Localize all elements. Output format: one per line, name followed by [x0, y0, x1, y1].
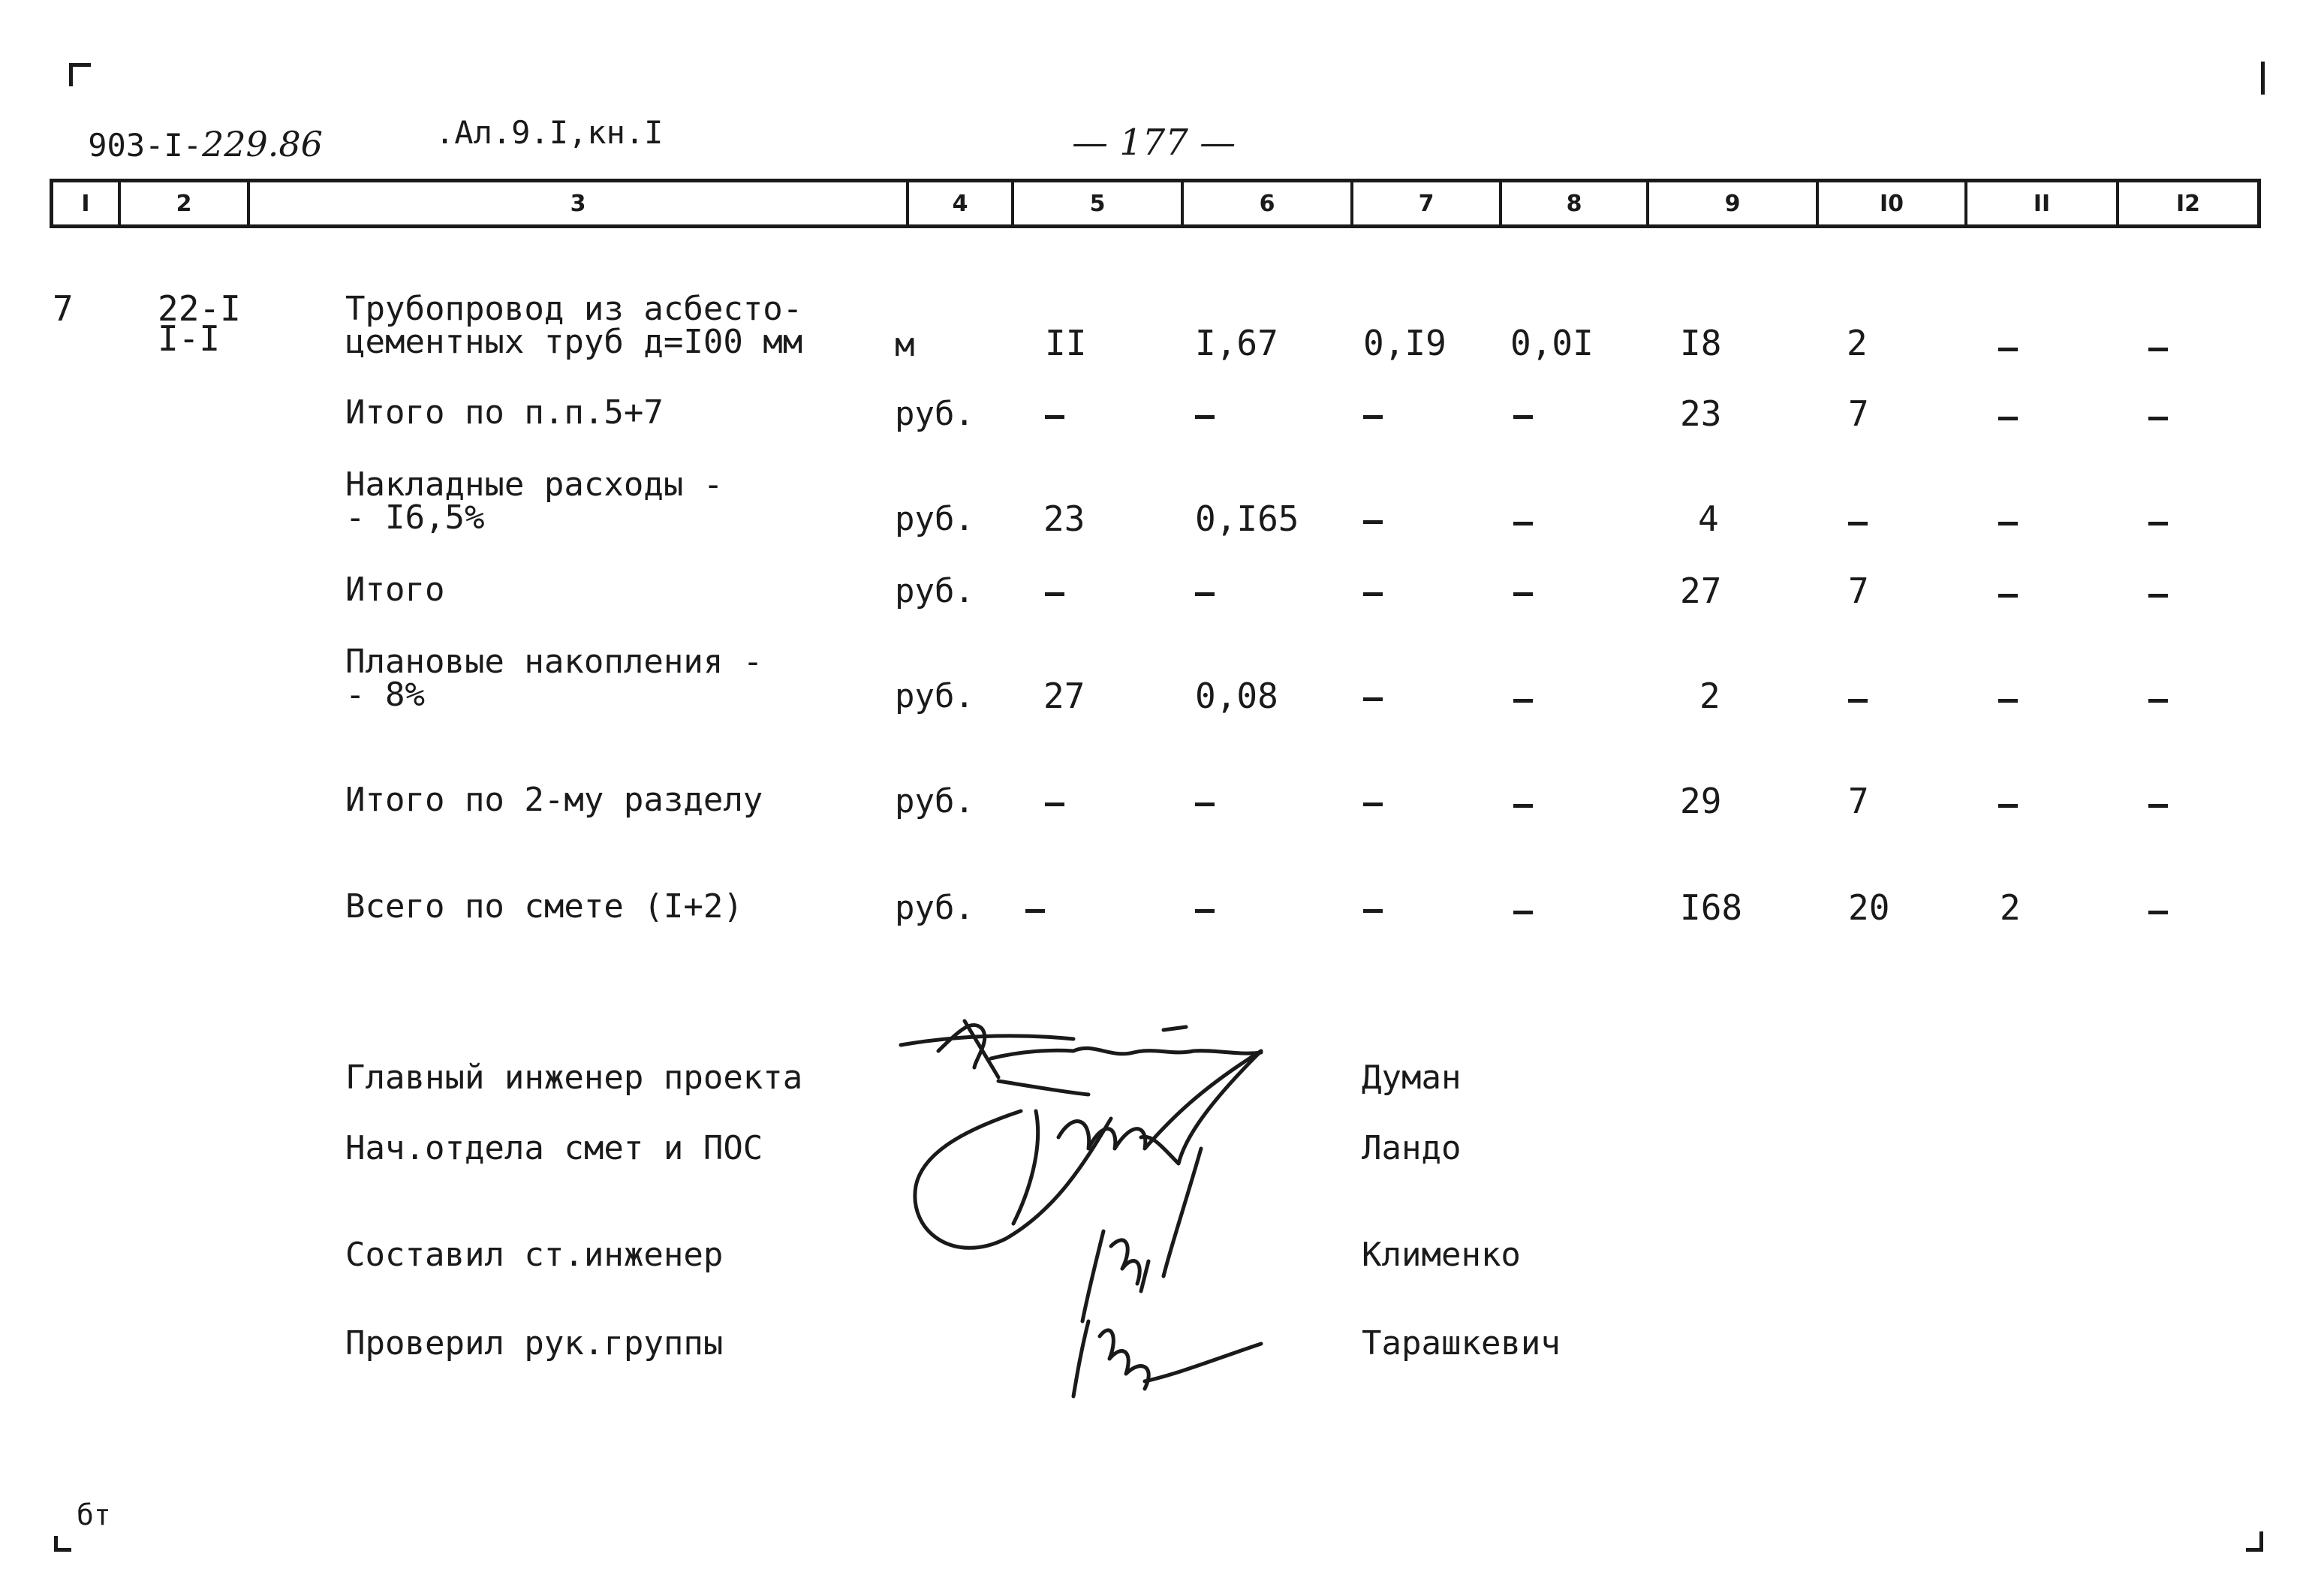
row-grand-total-col12-dash [2148, 911, 2168, 914]
signatory-role-compiler: Составил ст.инженер [345, 1236, 724, 1274]
item-unit: м [895, 326, 915, 364]
item-col6: I,67 [1195, 323, 1278, 363]
item-col8: 0,0I [1510, 323, 1594, 363]
row-grand-total-col7-dash [1363, 909, 1383, 913]
signatory-role-estimates-head: Нач.отдела смет и ПОС [345, 1129, 763, 1167]
row-section2-total-col9: 29 [1680, 781, 1722, 821]
row-section2-total-col12-dash [2148, 804, 2168, 808]
signatory-name-estimates-head: Ландо [1362, 1129, 1462, 1167]
column-header-1: I [81, 190, 90, 217]
signatory-name-chief-engineer: Думан [1362, 1058, 1462, 1097]
row-subtotal-col10: 7 [1848, 393, 1869, 434]
row-grand-total-col11: 2 [2000, 887, 2021, 928]
column-header-12: I2 [2116, 182, 2257, 224]
row-planned-savings-col9: 2 [1699, 676, 1720, 716]
row-overhead-label-line1: Накладные расходы - [345, 465, 724, 504]
signatory-name-checker: Тарашкевич [1362, 1324, 1561, 1363]
row-total-col8-dash [1513, 592, 1533, 596]
row-grand-total-col6-dash [1195, 909, 1215, 913]
row-overhead-unit: руб. [895, 500, 974, 538]
row-subtotal-label: Итого по п.п.5+7 [345, 393, 664, 432]
row-planned-savings-col11-dash [1998, 699, 2018, 703]
row-subtotal-col7-dash [1363, 415, 1383, 419]
row-overhead-col7-dash [1363, 520, 1383, 524]
signatory-role-checker: Проверил рук.группы [345, 1324, 724, 1363]
row-subtotal-col12-dash [2148, 417, 2168, 420]
corner-mark-bottom-right [2246, 1531, 2263, 1552]
row-grand-total-col10: 20 [1848, 887, 1890, 928]
album-reference: .Ал.9.I,кн.I [435, 114, 664, 151]
row-section2-total-col5-dash [1045, 803, 1064, 806]
item-code-line1: 22-I [158, 288, 241, 329]
row-planned-savings-unit: руб. [895, 677, 974, 715]
item-col9: I8 [1680, 323, 1722, 363]
item-col7: 0,I9 [1363, 323, 1447, 363]
column-header-5: 5 [1011, 182, 1181, 224]
row-subtotal-col9: 23 [1680, 393, 1722, 434]
row-total-label: Итого [345, 571, 445, 609]
column-header-2: 2 [118, 182, 247, 224]
row-overhead-col8-dash [1513, 522, 1533, 525]
row-grand-total-label: Всего по смете (I+2) [345, 887, 743, 926]
row-total-unit: руб. [895, 572, 974, 610]
row-overhead-col9: 4 [1698, 498, 1719, 539]
row-subtotal-unit: руб. [895, 395, 974, 433]
signatory-role-chief-engineer: Главный инженер проекта [345, 1058, 803, 1097]
item-description-line2: цементных труб д=I00 мм [345, 323, 803, 361]
row-section2-total-col6-dash [1195, 803, 1215, 806]
column-header-7: 7 [1350, 182, 1499, 224]
column-header-4: 4 [906, 182, 1011, 224]
column-header-8: 8 [1499, 182, 1646, 224]
corner-mark-top-right [2249, 62, 2265, 95]
column-header-11: II [1964, 182, 2116, 224]
corner-mark-bottom-left [54, 1536, 71, 1552]
item-col5: II [1045, 323, 1087, 363]
row-planned-savings-label-line1: Плановые накопления - [345, 643, 763, 681]
row-total-col11-dash [1998, 594, 2018, 598]
row-section2-total-col7-dash [1363, 803, 1383, 806]
row-section2-total-col10: 7 [1848, 781, 1869, 821]
item-description-line1: Трубопровод из асбесто- [345, 290, 803, 328]
row-planned-savings-col10-dash [1848, 699, 1868, 703]
row-total-col6-dash [1195, 592, 1215, 596]
row-overhead-col10-dash [1848, 522, 1868, 525]
row-subtotal-col5-dash [1045, 415, 1064, 419]
item-col11-dash [1998, 348, 2018, 351]
row-overhead-col11-dash [1998, 522, 2018, 525]
row-planned-savings-col6: 0,08 [1195, 676, 1278, 716]
row-overhead-col5: 23 [1043, 498, 1085, 539]
footer-mark: бт [77, 1498, 111, 1531]
row-total-col7-dash [1363, 592, 1383, 596]
column-header-9: 9 [1646, 182, 1816, 224]
column-header-10: I0 [1816, 182, 1964, 224]
row-section2-total-label: Итого по 2-му разделу [345, 781, 763, 819]
row-total-col12-dash [2148, 594, 2168, 598]
row-total-col5-dash [1045, 592, 1064, 596]
item-code-line2: I-I [158, 318, 221, 359]
row-planned-savings-col8-dash [1513, 699, 1533, 703]
row-overhead-col6: 0,I65 [1195, 498, 1299, 539]
row-grand-total-col5-dash [1025, 909, 1045, 913]
page-number: — 177 — [1072, 122, 1236, 164]
row-planned-savings-col7-dash [1363, 697, 1383, 701]
row-section2-total-col8-dash [1513, 804, 1533, 808]
row-subtotal-col11-dash [1998, 417, 2018, 420]
row-planned-savings-label-line2: - 8% [345, 676, 425, 714]
row-total-col9: 27 [1680, 571, 1722, 611]
row-grand-total-unit: руб. [895, 889, 974, 927]
column-header-3: 3 [247, 182, 906, 224]
column-header-6: 6 [1181, 182, 1350, 224]
item-col12-dash [2148, 348, 2168, 351]
row-section2-total-col11-dash [1998, 804, 2018, 808]
document-code-prefix: 903-I- [88, 127, 202, 164]
row-subtotal-col6-dash [1195, 415, 1215, 419]
column-header-strip [50, 179, 2261, 228]
row-subtotal-col8-dash [1513, 415, 1533, 419]
row-section2-total-unit: руб. [895, 782, 974, 821]
row-total-col10: 7 [1848, 571, 1869, 611]
document-code [74, 110, 323, 164]
item-col10: 2 [1847, 323, 1868, 363]
row-overhead-label-line2: - I6,5% [345, 498, 485, 537]
signatory-name-compiler: Клименко [1362, 1236, 1521, 1274]
row-grand-total-col8-dash [1513, 911, 1533, 914]
handwritten-signatures [886, 1006, 1336, 1426]
row-overhead-col12-dash [2148, 522, 2168, 525]
item-number: 7 [53, 288, 74, 329]
document-code-handwritten: 229.86 [201, 124, 323, 164]
corner-mark-top-left [69, 63, 91, 86]
row-planned-savings-col5: 27 [1043, 676, 1085, 716]
row-planned-savings-col12-dash [2148, 699, 2168, 703]
row-grand-total-col9: I68 [1680, 887, 1743, 928]
